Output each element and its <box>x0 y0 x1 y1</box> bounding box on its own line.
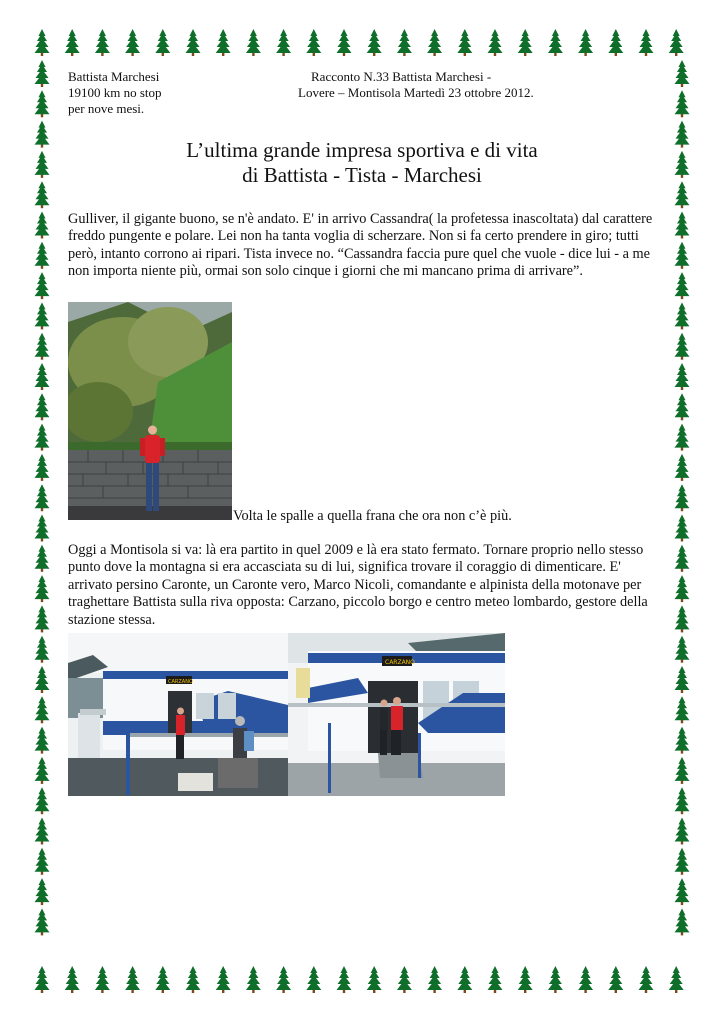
pine-tree-icon <box>246 29 261 56</box>
pine-tree-icon <box>216 29 231 56</box>
pine-tree-icon <box>608 966 623 993</box>
pine-tree-icon <box>155 29 170 56</box>
pine-tree-icon <box>578 966 593 993</box>
pine-tree-icon <box>675 302 690 329</box>
pine-tree-icon <box>675 121 690 148</box>
pine-tree-icon <box>518 29 533 56</box>
pine-tree-icon <box>675 696 690 723</box>
pine-tree-icon <box>337 966 352 993</box>
pine-tree-icon <box>35 575 50 602</box>
pine-tree-icon <box>675 757 690 784</box>
pine-tree-icon <box>35 242 50 269</box>
pine-tree-icon <box>457 29 472 56</box>
pine-tree-icon <box>35 121 50 148</box>
pine-tree-icon <box>397 29 412 56</box>
pine-tree-icon <box>35 363 50 390</box>
pine-tree-icon <box>675 878 690 905</box>
pine-tree-icon <box>669 966 684 993</box>
header-story-number: Racconto N.33 Battista Marchesi - <box>311 69 492 84</box>
pine-tree-icon <box>675 363 690 390</box>
pine-tree-icon <box>276 29 291 56</box>
paragraph-montisola: Oggi a Montisola si va: là era partito in quel 2009 e là era stato fermato. Tornare proprio nello stesso punto dove la montagna si era accasciata su di lui, significa trovare il coraggio di dimenticare. E' arrivato persino Caronte, un Caronte vero, Marco Nicoli, comandante e alpinista della motonave per traghettare Battista sulla riva opposta: Carzano, piccolo borgo e centro meteo lombardo, gestore della stazione stessa. <box>68 542 648 628</box>
paragraph-intro: Gulliver, il gigante buono, se n'è andato. E' in arrivo Cassandra( la profetessa inascoltata) dal carattere freddo pungente e polare. Lei non ha tanta voglia di scherzare. Non si fa certo prendere in giro; tutti però, intanto corrono ai ripari. Tista invece no. “Cassandra faccia pure quel che vuole - dice lui - a me non importa niente più, ormai son solo cinque i giorni che mi mancano prima di arrivare”. <box>68 211 653 280</box>
pine-tree-icon <box>35 878 50 905</box>
pine-tree-icon <box>246 966 261 993</box>
pine-tree-icon <box>675 908 690 935</box>
pine-tree-icon <box>35 515 50 542</box>
pine-tree-icon <box>675 333 690 360</box>
photo-ferry-gangway <box>288 633 505 796</box>
pine-tree-icon <box>186 966 201 993</box>
pine-tree-icon <box>35 636 50 663</box>
pine-tree-icon <box>675 151 690 178</box>
header-story-date: Lovere – Montisola Martedì 23 ottobre 2012. <box>298 85 534 100</box>
pine-tree-icon <box>35 60 50 87</box>
pine-tree-icon <box>35 181 50 208</box>
title-line-1: L’ultima grande impresa sportiva e di vita <box>186 138 538 162</box>
pine-tree-icon <box>675 787 690 814</box>
pine-tree-icon <box>578 29 593 56</box>
pine-tree-icon <box>675 60 690 87</box>
pine-tree-icon <box>337 29 352 56</box>
pine-tree-icon <box>35 545 50 572</box>
pine-tree-icon <box>367 29 382 56</box>
pine-tree-icon <box>457 966 472 993</box>
pine-tree-icon <box>639 29 654 56</box>
title-line-2: di Battista - Tista - Marchesi <box>242 163 482 187</box>
pine-tree-icon <box>427 29 442 56</box>
pine-tree-icon <box>35 757 50 784</box>
pine-tree-icon <box>675 484 690 511</box>
pine-tree-icon <box>675 212 690 239</box>
pine-tree-icon <box>488 29 503 56</box>
photo-caption: Volta le spalle a quella frana che ora non c’è più. <box>233 508 512 524</box>
pine-tree-icon <box>675 605 690 632</box>
photo-man-by-wall <box>68 302 232 520</box>
pine-tree-icon <box>675 181 690 208</box>
pine-tree-icon <box>35 454 50 481</box>
pine-tree-icon <box>608 29 623 56</box>
pine-tree-icon <box>35 212 50 239</box>
pine-tree-icon <box>675 848 690 875</box>
pine-tree-icon <box>488 966 503 993</box>
pine-tree-icon <box>155 966 170 993</box>
pine-tree-icon <box>35 966 50 993</box>
ferry-sign-text: CARZANO <box>385 659 415 666</box>
pine-tree-icon <box>35 29 50 56</box>
pine-tree-icon <box>35 727 50 754</box>
pine-tree-icon <box>125 29 140 56</box>
pine-tree-icon <box>675 454 690 481</box>
ferry-sign-text-small: CARZANO <box>168 679 193 685</box>
header-duration-line: per nove mesi. <box>68 101 145 116</box>
pine-tree-icon <box>675 545 690 572</box>
pine-tree-icon <box>65 29 80 56</box>
pine-tree-icon <box>675 666 690 693</box>
pine-tree-icon <box>675 393 690 420</box>
pine-tree-icon <box>35 666 50 693</box>
pine-tree-icon <box>675 575 690 602</box>
header-author-block <box>68 69 162 117</box>
pine-tree-icon <box>186 29 201 56</box>
photo-ferry-boarding <box>68 633 288 796</box>
pine-tree-icon <box>518 966 533 993</box>
header-author-line: Battista Marchesi <box>68 69 160 84</box>
pine-tree-icon <box>35 696 50 723</box>
pine-tree-icon <box>95 29 110 56</box>
pine-tree-icon <box>675 90 690 117</box>
pine-tree-icon <box>306 29 321 56</box>
page-title <box>68 138 656 188</box>
pine-tree-icon <box>95 966 110 993</box>
pine-tree-icon <box>35 90 50 117</box>
pine-tree-icon <box>675 818 690 845</box>
pine-tree-icon <box>216 966 231 993</box>
pine-tree-icon <box>35 302 50 329</box>
pine-tree-icon <box>397 966 412 993</box>
pine-tree-icon <box>35 151 50 178</box>
pine-tree-icon <box>639 966 654 993</box>
pine-tree-icon <box>35 818 50 845</box>
header-story-block <box>298 69 534 101</box>
pine-tree-icon <box>35 908 50 935</box>
pine-tree-icon <box>675 727 690 754</box>
pine-tree-icon <box>548 966 563 993</box>
pine-tree-icon <box>548 29 563 56</box>
pine-tree-icon <box>65 966 80 993</box>
pine-tree-icon <box>35 393 50 420</box>
pine-tree-icon <box>675 242 690 269</box>
header-distance-line: 19100 km no stop <box>68 85 162 100</box>
pine-tree-icon <box>35 484 50 511</box>
pine-tree-icon <box>669 29 684 56</box>
pine-tree-icon <box>675 515 690 542</box>
pine-tree-icon <box>35 787 50 814</box>
pine-tree-icon <box>35 848 50 875</box>
pine-tree-icon <box>427 966 442 993</box>
pine-tree-icon <box>276 966 291 993</box>
pine-tree-icon <box>675 272 690 299</box>
pine-tree-icon <box>35 272 50 299</box>
pine-tree-icon <box>35 424 50 451</box>
pine-tree-icon <box>125 966 140 993</box>
pine-tree-icon <box>367 966 382 993</box>
pine-tree-icon <box>35 333 50 360</box>
pine-tree-icon <box>35 605 50 632</box>
pine-tree-icon <box>306 966 321 993</box>
pine-tree-icon <box>675 424 690 451</box>
pine-tree-icon <box>675 636 690 663</box>
